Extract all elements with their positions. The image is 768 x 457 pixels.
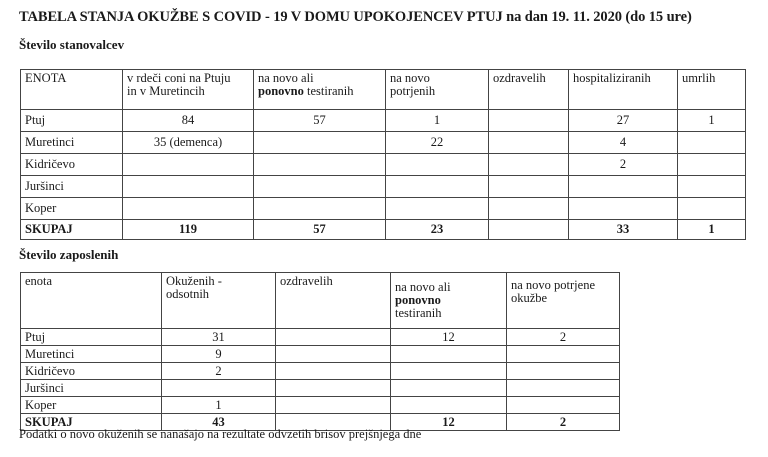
employees-table <box>20 272 620 431</box>
cell-unit: Ptuj <box>21 329 162 346</box>
cell-recovered <box>489 220 569 240</box>
cell-unit: Kidričevo <box>21 363 162 380</box>
cell-recovered <box>489 176 569 198</box>
cell-hospitalized: 33 <box>569 220 678 240</box>
document-title: TABELA STANJA OKUŽBE S COVID - 19 V DOMU UPOKOJENCEV PTUJ na dan 19. 11. 2020 (do 15 ure) <box>19 9 692 25</box>
cell-tested <box>391 363 507 380</box>
footnote: Podatki o novo okuženih se nanašajo na rezultate odvzetih brisov prejšnjega dne <box>19 427 422 441</box>
cell-unit: Juršinci <box>21 176 123 198</box>
table-row <box>21 132 746 154</box>
table-row <box>21 110 746 132</box>
table-header-row <box>21 70 746 110</box>
cell-deceased: 1 <box>678 220 746 240</box>
cell-red-zone <box>123 176 254 198</box>
cell-confirmed <box>386 198 489 220</box>
cell-red-zone <box>123 154 254 176</box>
cell-tested: 12 <box>391 414 507 431</box>
cell-confirmed <box>507 397 620 414</box>
cell-hospitalized <box>569 176 678 198</box>
cell-confirmed <box>507 346 620 363</box>
header-tested: na novo ali ponovno testiranih <box>391 273 507 329</box>
table-row <box>21 363 620 380</box>
cell-recovered <box>276 346 391 363</box>
cell-confirmed <box>386 176 489 198</box>
cell-tested: 57 <box>254 110 386 132</box>
cell-confirmed: 1 <box>386 110 489 132</box>
cell-recovered <box>489 198 569 220</box>
header-enota: ENOTA <box>21 70 123 110</box>
cell-tested: 57 <box>254 220 386 240</box>
cell-tested: 12 <box>391 329 507 346</box>
cell-red-zone: 119 <box>123 220 254 240</box>
table-row <box>21 346 620 363</box>
cell-recovered <box>276 329 391 346</box>
table-header-row <box>21 273 620 329</box>
cell-hospitalized <box>569 198 678 220</box>
cell-tested <box>254 154 386 176</box>
cell-tested <box>391 397 507 414</box>
cell-hospitalized: 2 <box>569 154 678 176</box>
cell-unit: SKUPAJ <box>21 220 123 240</box>
header-tested: na novo ali ponovno testiranih <box>254 70 386 110</box>
total-row <box>21 220 746 240</box>
table-row <box>21 397 620 414</box>
cell-hospitalized: 4 <box>569 132 678 154</box>
residents-table <box>20 69 746 240</box>
header-red-zone: v rdeči coni na Ptuju in v Muretincih <box>123 70 254 110</box>
cell-unit: Muretinci <box>21 132 123 154</box>
cell-unit: Ptuj <box>21 110 123 132</box>
cell-infected <box>162 380 276 397</box>
cell-deceased <box>678 154 746 176</box>
header-hospitalized: hospitaliziranih <box>569 70 678 110</box>
header-confirmed: na novo potrjene okužbe <box>507 273 620 329</box>
cell-tested <box>254 198 386 220</box>
cell-unit: Muretinci <box>21 346 162 363</box>
cell-unit: Kidričevo <box>21 154 123 176</box>
cell-unit: Juršinci <box>21 380 162 397</box>
table-row <box>21 329 620 346</box>
cell-tested <box>391 380 507 397</box>
table-row <box>21 176 746 198</box>
cell-infected: 43 <box>162 414 276 431</box>
header-confirmed: na novo potrjenih <box>386 70 489 110</box>
header-enota: enota <box>21 273 162 329</box>
cell-recovered <box>276 363 391 380</box>
residents-heading: Število stanovalcev <box>19 37 125 52</box>
cell-unit: Koper <box>21 397 162 414</box>
cell-confirmed <box>507 363 620 380</box>
cell-tested <box>254 176 386 198</box>
cell-unit: SKUPAJ <box>21 414 162 431</box>
cell-infected: 1 <box>162 397 276 414</box>
cell-red-zone: 84 <box>123 110 254 132</box>
cell-confirmed: 23 <box>386 220 489 240</box>
header-infected: Okuženih - odsotnih <box>162 273 276 329</box>
cell-unit: Koper <box>21 198 123 220</box>
cell-red-zone <box>123 198 254 220</box>
cell-red-zone: 35 (demenca) <box>123 132 254 154</box>
cell-confirmed: 2 <box>507 414 620 431</box>
cell-infected: 9 <box>162 346 276 363</box>
cell-tested <box>391 346 507 363</box>
cell-infected: 2 <box>162 363 276 380</box>
cell-recovered <box>276 380 391 397</box>
cell-confirmed <box>507 380 620 397</box>
employees-heading: Število zaposlenih <box>19 247 119 262</box>
table-row <box>21 380 620 397</box>
cell-recovered <box>276 397 391 414</box>
header-deceased: umrlih <box>678 70 746 110</box>
cell-infected: 31 <box>162 329 276 346</box>
table-row <box>21 154 746 176</box>
cell-confirmed: 2 <box>507 329 620 346</box>
table-row <box>21 198 746 220</box>
cell-recovered <box>489 110 569 132</box>
header-recovered: ozdravelih <box>276 273 391 329</box>
cell-recovered <box>489 132 569 154</box>
cell-confirmed <box>386 154 489 176</box>
cell-confirmed: 22 <box>386 132 489 154</box>
header-recovered: ozdravelih <box>489 70 569 110</box>
cell-tested <box>254 132 386 154</box>
cell-hospitalized: 27 <box>569 110 678 132</box>
cell-recovered <box>489 154 569 176</box>
cell-deceased: 1 <box>678 110 746 132</box>
cell-deceased <box>678 198 746 220</box>
cell-deceased <box>678 132 746 154</box>
cell-deceased <box>678 176 746 198</box>
